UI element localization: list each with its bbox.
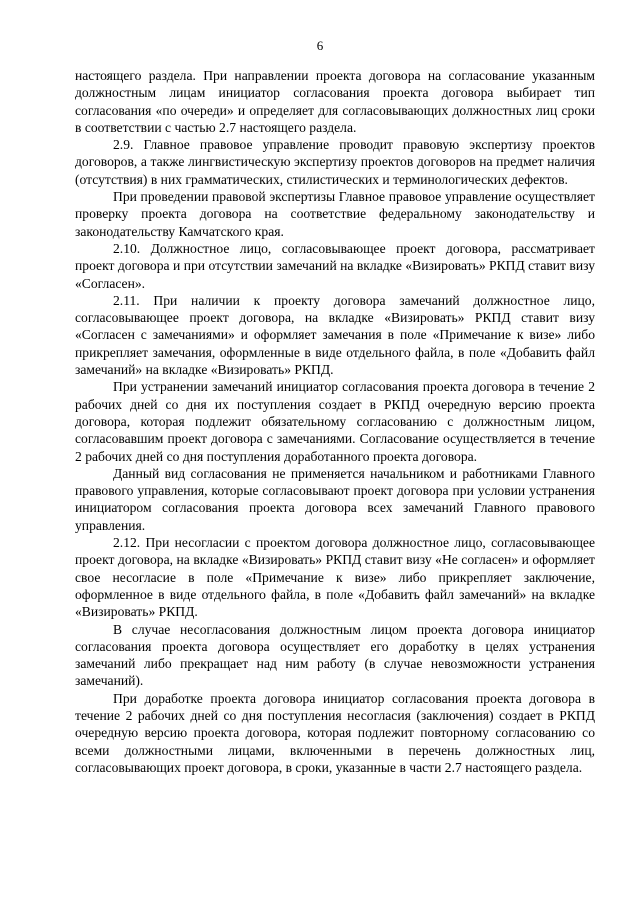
paragraph-2-9: 2.9. Главное правовое управление проводит правовую экспертизу проектов договоров, а также лингвистическую экспертизу проектов договоров на предмет наличия (отсутствия) в них грамматических, стилистических и терминологических дефектов.	[75, 137, 595, 187]
paragraph-2-12: 2.12. При несогласии с проектом договора должностное лицо, согласовывающее проект договора, на вкладке «Визировать» РКПД ставит визу «Не согласен» и оформляет свое несогласие в поле «Примечание к визе» либо прикрепляет заключение, оформленное в виде отдельного файла, в поле «Добавить файл замечаний» на вкладке «Визировать» РКПД.	[75, 535, 595, 620]
document-body	[75, 67, 595, 776]
paragraph-continuation: настоящего раздела. При направлении проекта договора на согласование указанным должностным лицам инициатор согласования проекта договора выбирает тип согласования «по очереди» и определяет для согласовывающих должностных лиц сроки в соответствии с частью 2.7 настоящего раздела.	[75, 68, 595, 135]
paragraph-2-11: 2.11. При наличии к проекту договора замечаний должностное лицо, согласовывающее проект договора, на вкладке «Визировать» РКПД ставит визу «Согласен с замечаниями» и оформляет замечания в поле «Примечание к визе» либо прикрепляет замечания, оформленные в виде отдельного файла, в поле «Добавить файл замечаний» на вкладке «Визировать» РКПД.	[75, 292, 595, 378]
paragraph-exception: Данный вид согласования не применяется начальником и работниками Главного правового управления, которые согласовывают проект договора при условии устранения инициатором согласования проекта договора всех замечаний Главного правового управления.	[75, 465, 595, 533]
page-number: 6	[316, 38, 324, 53]
paragraph-legal-review: При проведении правовой экспертизы Главное правовое управление осуществляет проверку проекта договора на соответствие федеральному законодательству и законодательству Камчатского края.	[75, 189, 595, 239]
paragraph-remarks-fix: При устранении замечаний инициатор согласования проекта договора в течение 2 рабочих дней со дня их поступления создает в РКПД очередную версию проекта договора, которая подлежит обязательному согласованию с должностным лицом, согласовавшим проект договора с замечаниями. Согласование осуществляется в течение 2 рабочих дней со дня поступления доработанного проекта договора.	[75, 379, 595, 464]
paragraph-2-10: 2.10. Должностное лицо, согласовывающее проект договора, рассматривает проект договора и при отсутствии замечаний на вкладке «Визировать» РКПД ставит визу «Согласен».	[75, 240, 595, 291]
paragraph-disagreement: В случае несогласования должностным лицом проекта договора инициатор согласования проекта договора осуществляет его доработку в целях устранения замечаний либо прекращает над ним работу (в случае невозможности устранения замечаний).	[75, 621, 595, 689]
paragraph-rework: При доработке проекта договора инициатор согласования проекта договора в течение 2 рабочих дней со дня поступления несогласия (заключения) создает в РКПД очередную версию проекта договора, которая подлежит повторному согласованию со всеми должностными лицами, включенными в перечень должностных лиц, согласовывающих проект договора, в сроки, указанные в части 2.7 настоящего раздела.	[75, 690, 595, 775]
